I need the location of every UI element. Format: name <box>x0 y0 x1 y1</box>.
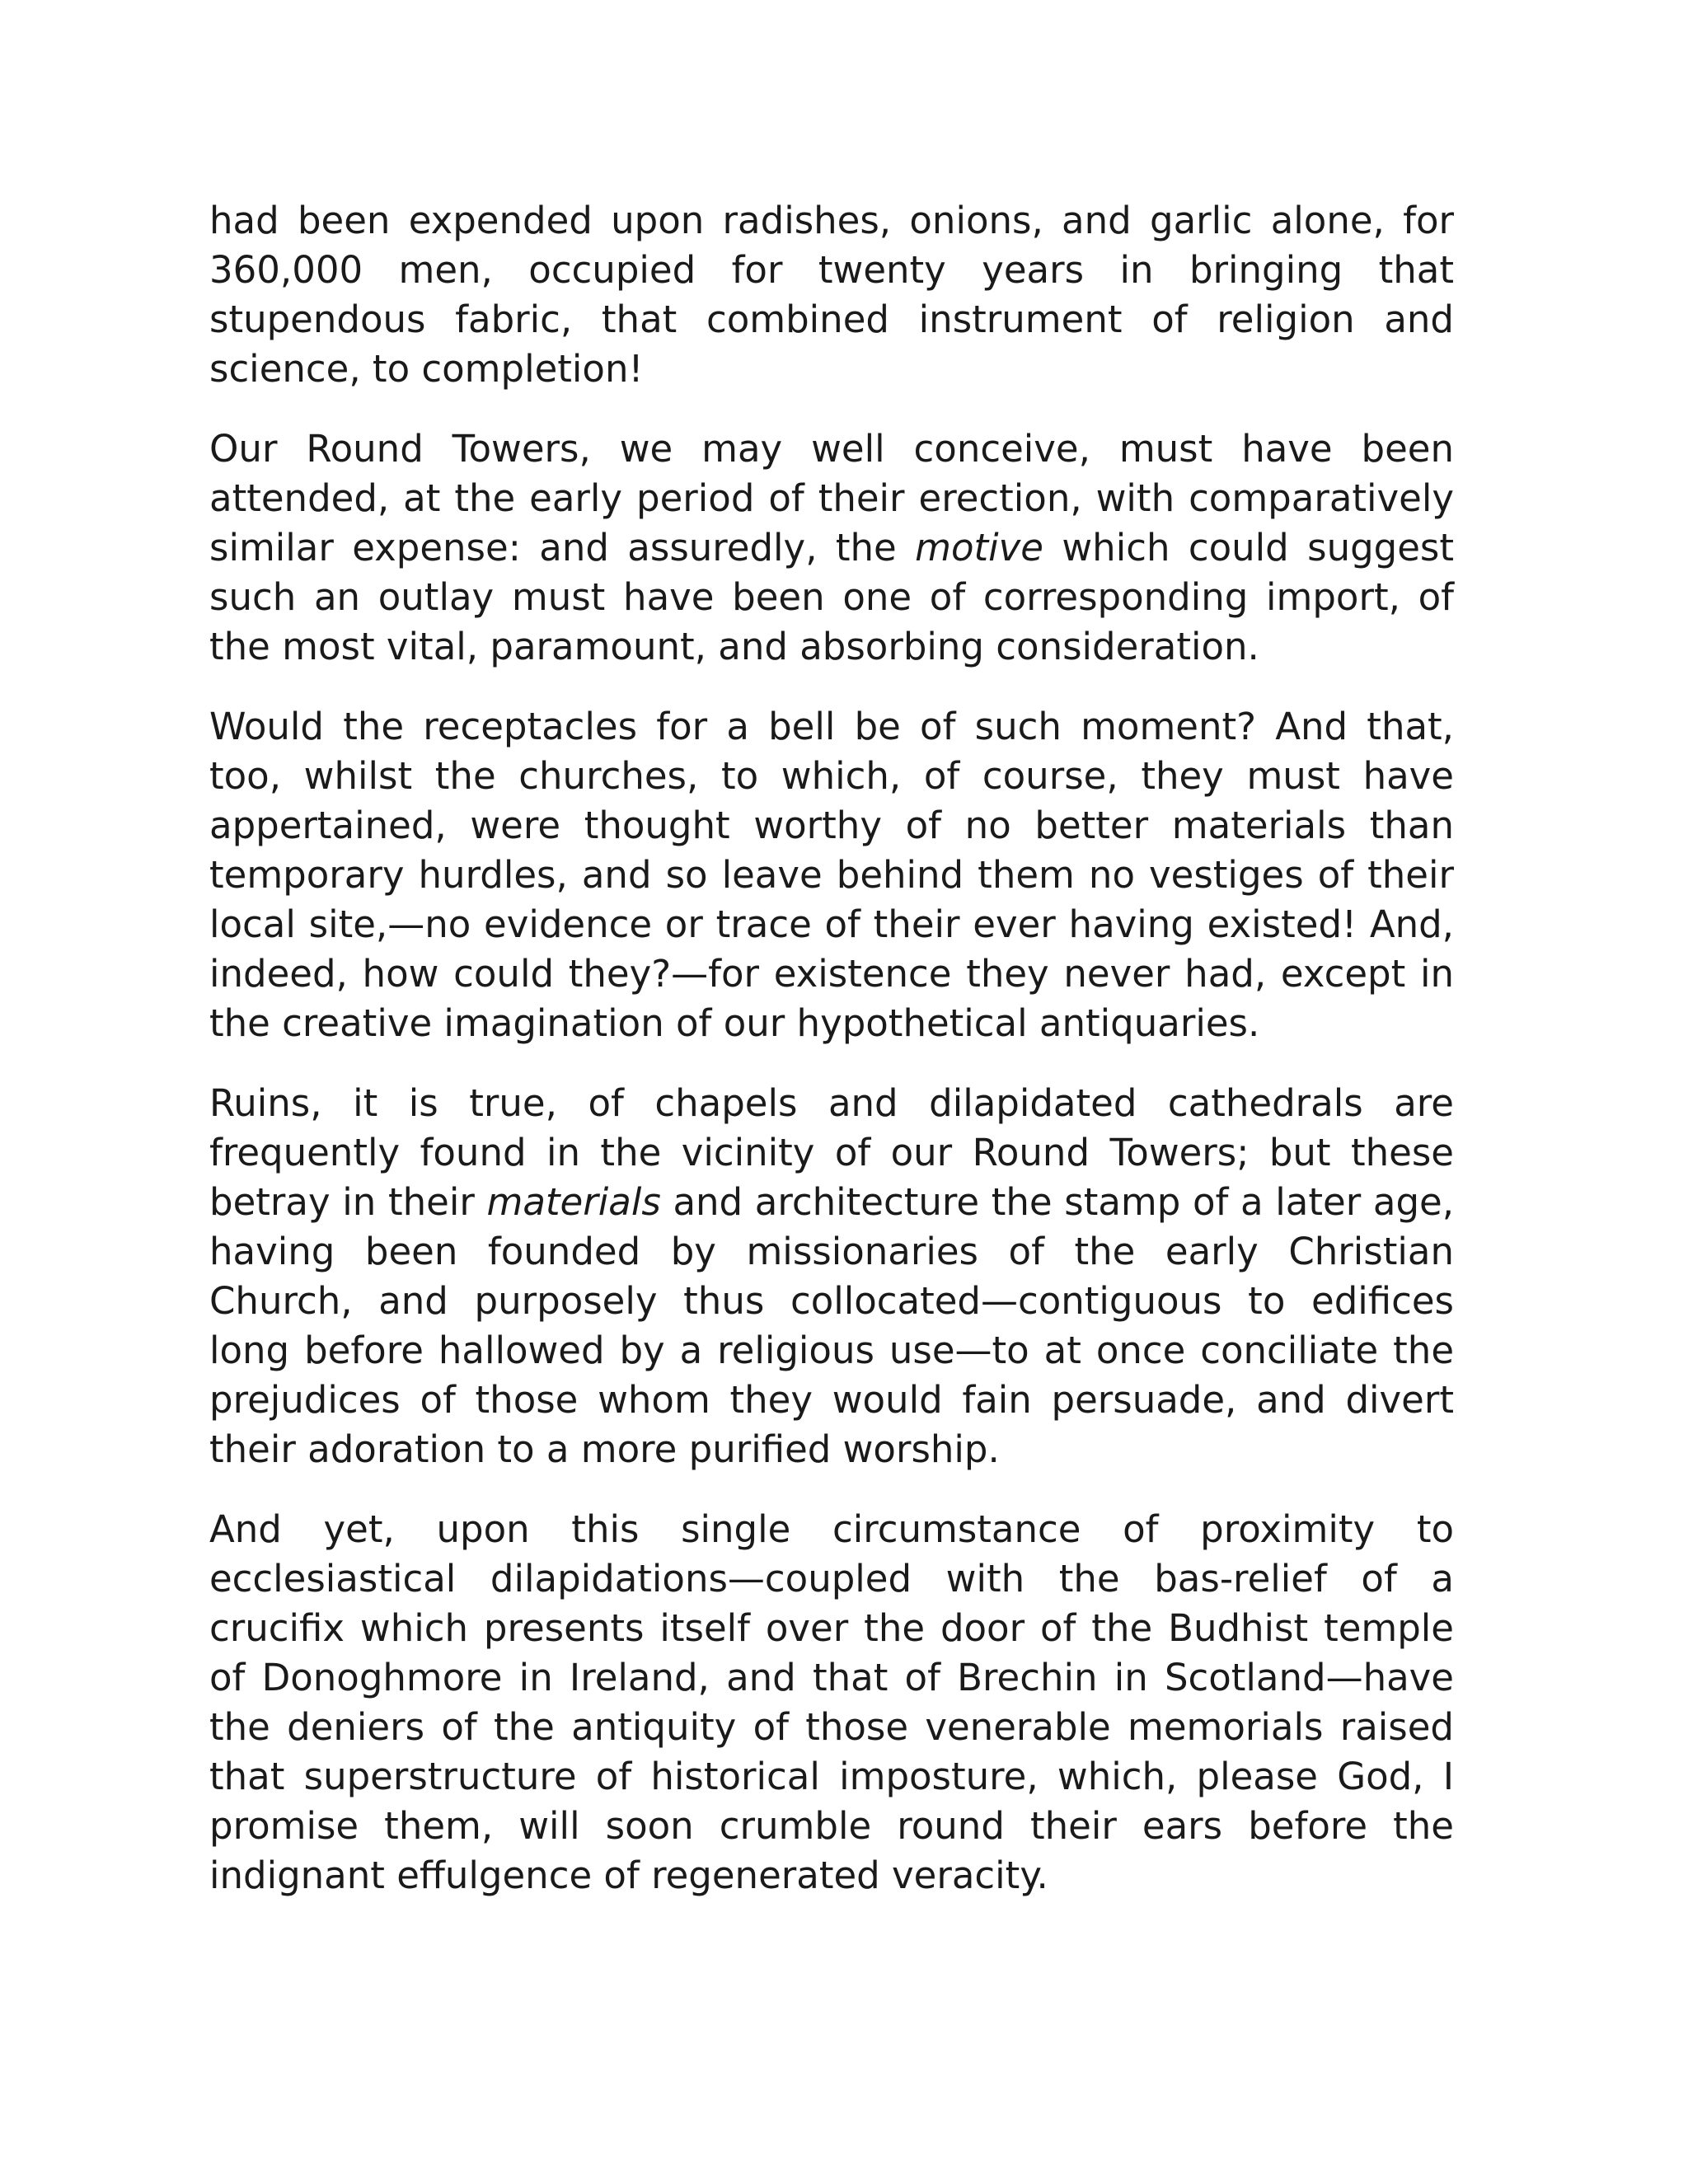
text-span: Would the receptacles for a bell be of such moment? And that, too, whilst the churches, to which, of course, they must have appertained, were thought worthy of no better materials than temporary hurdles, and so leave behind them no vestiges of their local site,—no evidence or trace of their ever having existed! And, indeed, how could they?—for existence they never had, except in the creative imagination of our hypothetical antiquaries. <box>209 705 1454 1045</box>
italic-emphasis: motive <box>915 526 1043 569</box>
paragraph-1 <box>209 196 1454 394</box>
body-text <box>209 196 1454 1900</box>
paragraph-3 <box>209 702 1454 1048</box>
paragraph-5 <box>209 1505 1454 1900</box>
text-span: had been expended upon radishes, onions, and garlic alone, for 360,000 men, occupied for twenty years in bringing that stupendous fabric, that combined instrument of religion and science, to completion! <box>209 199 1454 391</box>
text-span: And yet, upon this single circumstance of proximity to ecclesiastical dilapidations—coupled with the bas-relief of a crucifix which presents itself over the door of the Budhist temple of Donoghmore in Ireland, and that of Brechin in Scotland—have the deniers of the antiquity of those venerable memorials raised that superstructure of historical imposture, which, please God, I promise them, will soon crumble round their ears before the indignant effulgence of regenerated veracity. <box>209 1507 1454 1897</box>
text-span: and architecture the stamp of a later age, having been founded by missionaries of the early Christian Church, and purposely thus collocated—contiguous to edifices long before hallowed by a religious use—to at once conciliate the prejudices of those whom they would fain persuade, and divert their adoration to a more purified worship. <box>209 1180 1454 1471</box>
paragraph-4 <box>209 1079 1454 1474</box>
text-span: Our Round Towers, we may well conceive, must have been attended, at the early period of their erection, with comparatively similar expense: and assuredly, the <box>209 427 1454 569</box>
text-span: Ruins, it is true, of chapels and dilapidated cathedrals are frequently found in the vicinity of our Round Towers; but these betray in their <box>209 1081 1454 1224</box>
text-span: which could suggest such an outlay must have been one of corresponding import, of the most vital, paramount, and absorbing consideration. <box>209 526 1454 668</box>
paragraph-2 <box>209 424 1454 672</box>
italic-emphasis: materials <box>486 1180 661 1224</box>
